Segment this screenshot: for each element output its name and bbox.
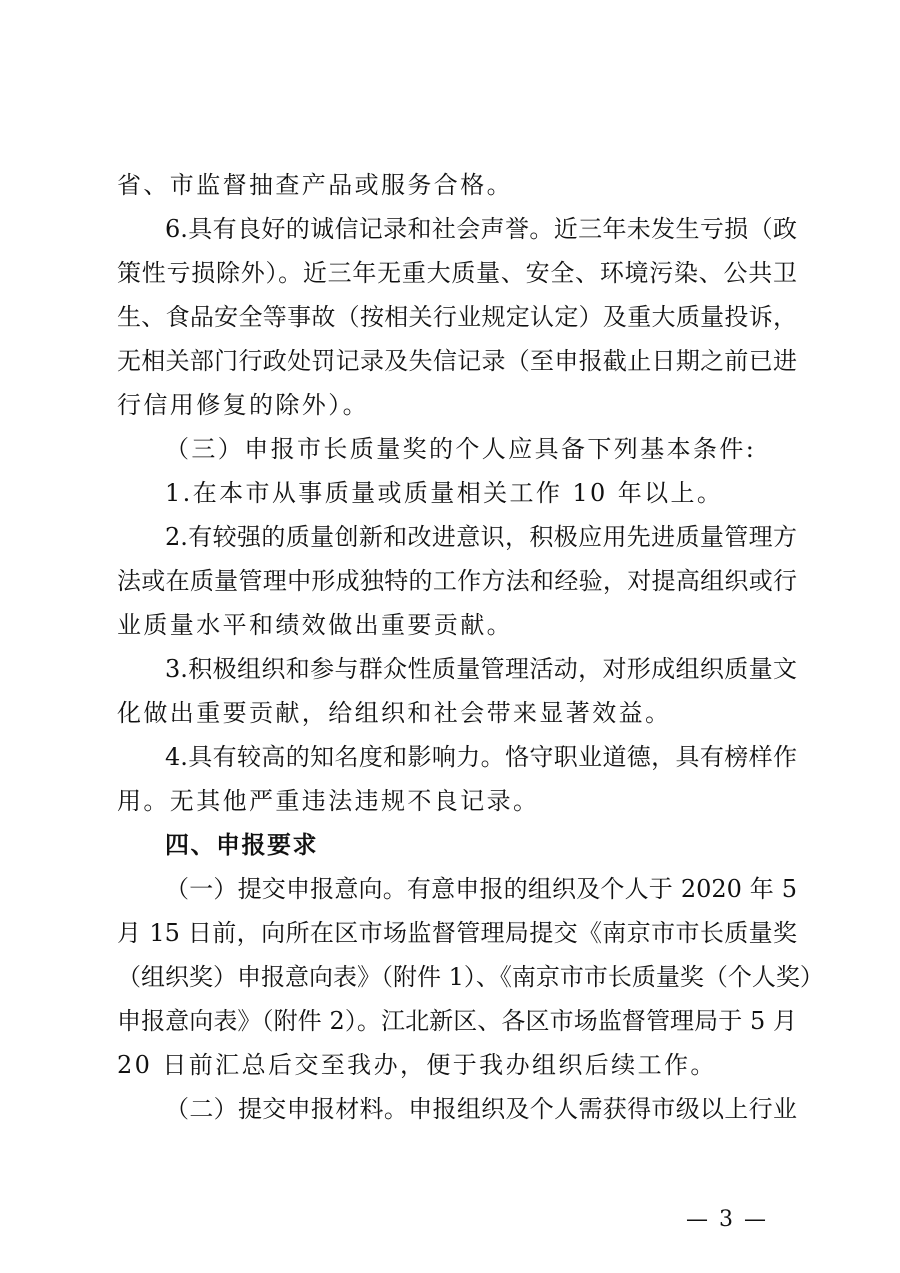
text-line-14: 4.具有较高的知名度和影响力。恪守职业道德，具有榜样作 xyxy=(165,743,797,771)
text-line-6: 行信用修复的除外）。 xyxy=(117,391,369,419)
section-heading: 四、申报要求 xyxy=(165,831,318,859)
text-line-3: 策性亏损除外）。近三年无重大质量、安全、环境污染、公共卫 xyxy=(117,259,797,287)
text-line-13: 化做出重要贡献，给组织和社会带来显著效益。 xyxy=(117,699,672,727)
text-line-21: 20 日前汇总后交至我办，便于我办组织后续工作。 xyxy=(117,1051,717,1079)
text-line-7: （三）申报市长质量奖的个人应具备下列基本条件: xyxy=(165,435,757,463)
text-line-12: 3.积极组织和参与群众性质量管理活动，对形成组织质量文 xyxy=(165,655,797,683)
text-line-4: 生、食品安全等事故（按相关行业规定认定）及重大质量投诉， xyxy=(117,303,797,331)
text-line-2: 6.具有良好的诚信记录和社会声誉。近三年未发生亏损（政 xyxy=(165,215,797,243)
text-line-15: 用。无其他严重违法违规不良记录。 xyxy=(117,787,540,815)
text-line-20: 申报意向表》（附件 2）。江北新区、各区市场监督管理局于 5 月 xyxy=(117,1007,797,1035)
text-line-5: 无相关部门行政处罚记录及失信记录（至申报截止日期之前已进 xyxy=(117,347,797,375)
text-line-10: 法或在质量管理中形成独特的工作方法和经验，对提高组织或行 xyxy=(117,567,797,595)
text-line-19: （组织奖）申报意向表》（附件 1）、《南京市市长质量奖（个人奖） xyxy=(117,963,824,991)
text-line-22: （二）提交申报材料。申报组织及个人需获得市级以上行业 xyxy=(165,1095,797,1123)
text-line-11: 业质量水平和绩效做出重要贡献。 xyxy=(117,611,513,639)
text-line-17: （一）提交申报意向。有意申报的组织及个人于 2020 年 5 xyxy=(165,875,797,903)
text-line-9: 2.有较强的质量创新和改进意识，积极应用先进质量管理方 xyxy=(165,523,797,551)
page-number: — 3 — xyxy=(686,1207,768,1232)
text-line-1: 省、市监督抽查产品或服务合格。 xyxy=(117,171,513,199)
text-line-8: 1.在本市从事质量或质量相关工作 10 年以上。 xyxy=(165,479,724,507)
text-line-18: 月 15 日前，向所在区市场监督管理局提交《南京市市长质量奖 xyxy=(117,919,797,947)
